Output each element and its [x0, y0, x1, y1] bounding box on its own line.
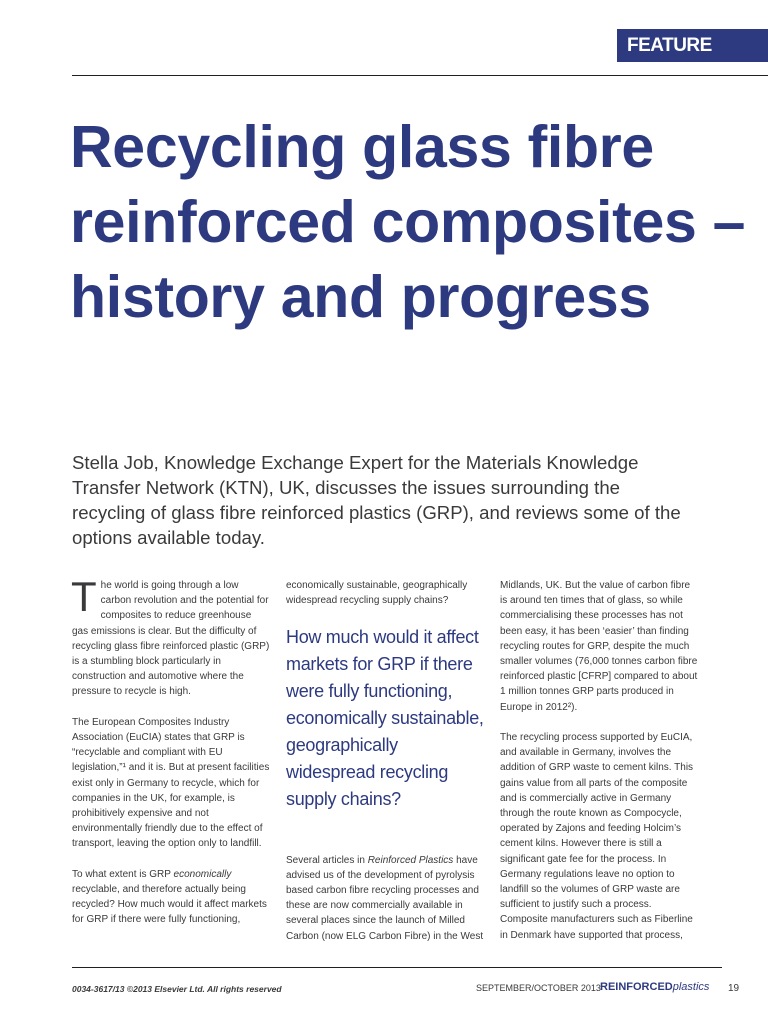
issn-copyright: 0034-3617/13 ©2013 Elsevier Ltd. All rights reserved [72, 984, 282, 994]
pull-quote: How much would it affect markets for GRP if there were fully functioning, economically sustainable, geographically widespread recycling supply chains? [286, 626, 484, 809]
issue-date: SEPTEMBER/OCTOBER 2013 [476, 983, 601, 993]
paragraph: Midlands, UK. But the value of carbon fibre is around ten times that of glass, so while commercialising these processes has not been easy, it has been ‘easier’ than finding recycling routes for GRP, despite the much smaller volumes (76,000 tonnes carbon fibre reinforced plastic [CFRP] compared to about 1 million tonnes GRP parts produced in Europe in 2012²). [500, 580, 698, 713]
paragraph: economically sustainable, geographically widespread recycling supply chains? [286, 580, 468, 607]
paragraph: The European Composites Industry Association (EuCIA) states that GRP is “recyclable and compliant with EU legislation,”¹ and it is. But at present facilities exist only in Germany to recycle, which for companies in the UK, for example, is prohibitively expensive and not environmentally friendly due to the effect of transport, leaving the option only to landfill. [72, 716, 270, 850]
body-column-2 [286, 578, 486, 959]
emphasis: Reinforced Plastics [367, 854, 454, 866]
body-column-3 [500, 578, 698, 958]
bottom-divider [72, 967, 722, 968]
article-standfirst: Stella Job, Knowledge Exchange Expert for the Materials Knowledge Transfer Network (KTN), UK, discusses the issues surrounding the recycling of glass fibre reinforced plastics (GRP), and reviews some of the options available today. [72, 452, 681, 548]
article-headline: Recycling glass fibre reinforced composites – history and progress [70, 114, 746, 330]
paragraph: To what extent is GRP economically recyclable, and therefore actually being recycled? How much would it affect markets for GRP if there were fully functioning, [72, 868, 267, 926]
emphasis: economically [173, 868, 232, 880]
body-column-1 [71, 573, 270, 943]
drop-cap: T [71, 573, 97, 620]
page-number: 19 [728, 983, 740, 994]
section-label: FEATURE [617, 29, 768, 62]
paragraph: Several articles in Reinforced Plastics have advised us of the development of pyrolysis based carbon fibre recycling processes and these are now commercially available in several places since the launch of Milled Carbon (now ELG Carbon Fibre) in the West [286, 854, 484, 942]
top-divider [72, 75, 768, 76]
paragraph: he world is going through a low carbon revolution and the potential for composites to reduce greenhouse gas emissions is clear. But the difficulty of recycling glass fibre reinforced plastic (GRP) is a stumbling block particularly in construction and automotive where the pressure to recycle is high. [72, 580, 270, 698]
magazine-brand: REINFORCEDplastics [600, 981, 710, 993]
paragraph: The recycling process supported by EuCIA, and available in Germany, involves the addition of GRP waste to cement kilns. This gains value from all parts of the composite and is commercially active in Germany through the route known as Compocycle, operated by Zajons and feeding Holcim’s cement kilns. However there is still a significant gate fee for the process. In Germany regulations leave no option to landfill so the volumes of GRP waste are sufficient to justify such a process. Composite manufacturers such as Fiberline in Denmark have supported that process, [500, 732, 694, 941]
